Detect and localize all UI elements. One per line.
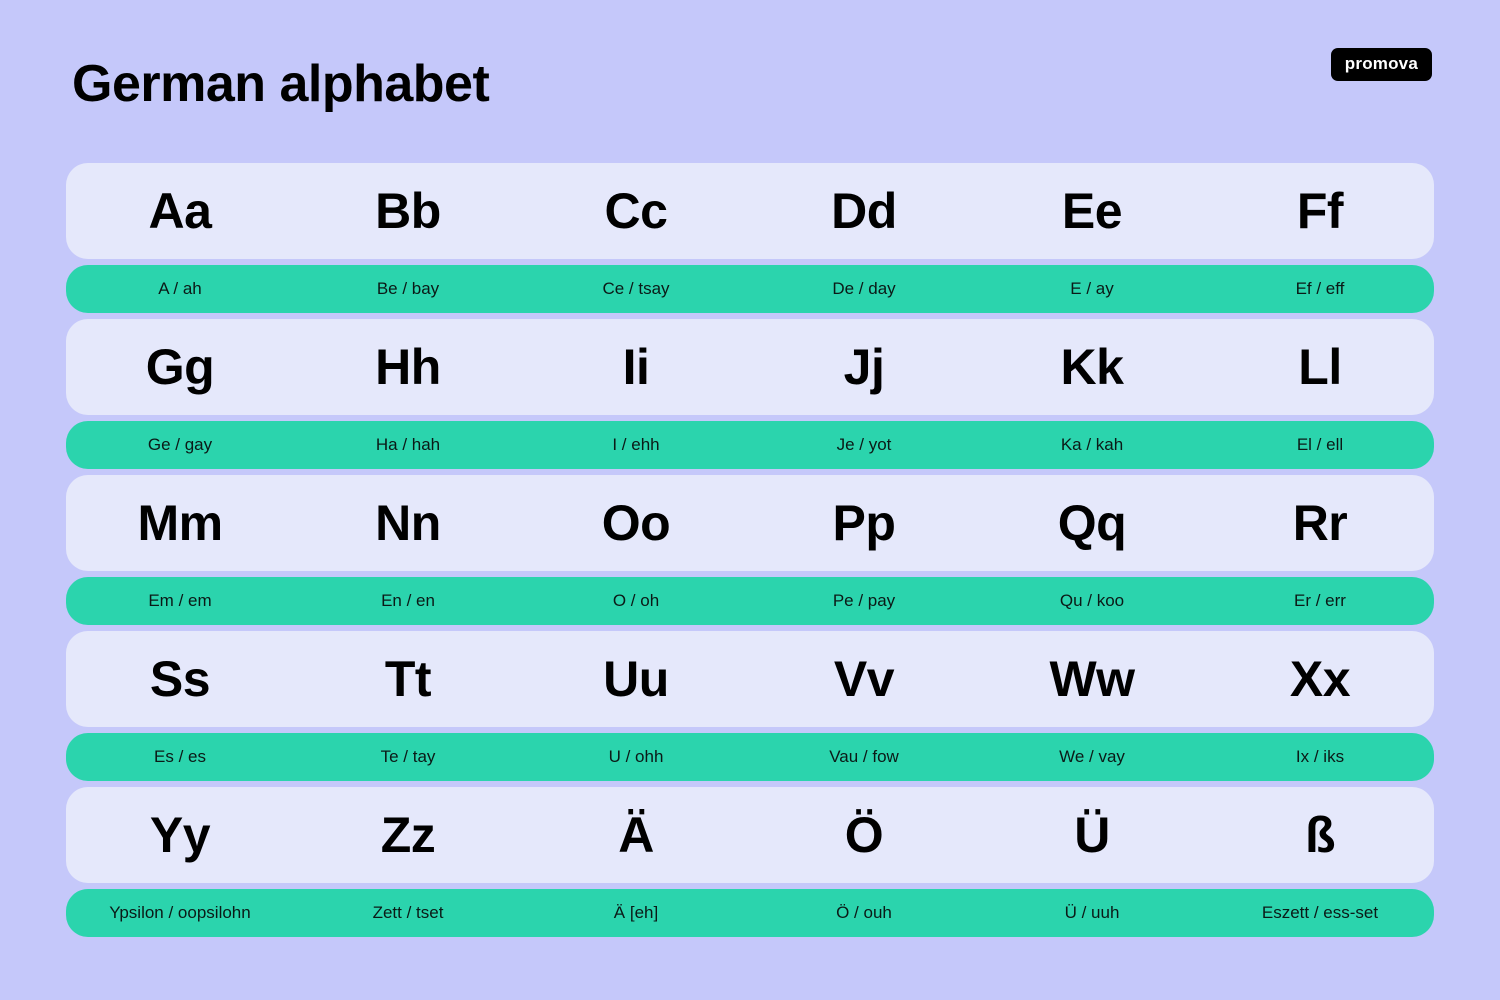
letter-label: ß [1304,807,1336,863]
letter-cell [750,494,978,552]
sound-label: Te / tay [380,747,436,766]
sound-label: El / ell [1296,435,1344,454]
sound-label: Em / em [148,591,212,610]
sound-cell [750,279,978,299]
letter-label: Ü [1074,807,1110,863]
letter-cell [978,182,1206,240]
sound-label: O / oh [612,591,660,610]
letter-cell [750,806,978,864]
sound-label: Ka / kah [1060,435,1124,454]
letter-label: Jj [843,339,885,395]
letter-cell [522,182,750,240]
sound-cell [294,591,522,611]
sound-label: Ha / hah [375,435,441,454]
sound-cell [66,435,294,455]
letter-cell [66,806,294,864]
letter-cell [978,806,1206,864]
letter-cell [294,494,522,552]
letter-cell [978,494,1206,552]
sound-cell [294,435,522,455]
sound-cell [978,903,1206,923]
letter-label: Ö [844,807,884,863]
letters-row [66,787,1434,883]
letter-label: Nn [375,495,441,551]
letter-cell [66,494,294,552]
sound-label: Qu / koo [1059,591,1125,610]
letter-label: Pp [832,495,896,551]
sound-cell [750,903,978,923]
sound-label: Zett / tset [372,903,444,922]
letter-cell [750,338,978,396]
sound-cell [66,747,294,767]
sound-label: Eszett / ess-set [1261,903,1379,922]
sound-cell [750,747,978,767]
letter-cell [978,338,1206,396]
letter-label: Ä [618,807,654,863]
sound-label: A / ah [158,279,202,298]
letter-label: Cc [604,183,668,239]
sound-label: Ce / tsay [602,279,670,298]
sound-cell [1206,279,1434,299]
sound-cell [978,591,1206,611]
sound-label: En / en [381,591,435,610]
sound-cell [66,279,294,299]
letter-cell [294,338,522,396]
letter-label: Dd [831,183,897,239]
letter-label: Hh [375,339,441,395]
letter-cell [1206,494,1434,552]
sound-cell [522,747,750,767]
sound-cell [294,747,522,767]
letter-cell [294,806,522,864]
letter-label: Ii [622,339,650,395]
sound-cell [1206,903,1434,923]
letter-label: Ee [1061,183,1123,239]
sound-label: De / day [832,279,896,298]
sound-cell [522,591,750,611]
sound-label: Ef / eff [1295,279,1345,298]
letter-cell [294,182,522,240]
sound-cell [294,903,522,923]
letter-cell [66,650,294,708]
letter-label: Qq [1057,495,1127,551]
sound-label: Ypsilon / oopsilohn [109,903,251,922]
letter-cell [1206,650,1434,708]
sound-label: Er / err [1294,591,1346,610]
sound-label: Ä [eh] [613,903,659,922]
letter-label: Ww [1049,651,1135,707]
sound-label: Ü / uuh [1064,903,1120,922]
alphabet-table [66,163,1434,943]
sounds-row [66,889,1434,937]
sound-cell [522,279,750,299]
sounds-row [66,733,1434,781]
letter-cell [1206,338,1434,396]
sound-cell [1206,435,1434,455]
sound-cell [294,279,522,299]
letter-cell [978,650,1206,708]
letter-label: Ll [1298,339,1342,395]
letter-label: Vv [833,651,895,707]
letter-cell [294,650,522,708]
sound-cell [978,279,1206,299]
letter-cell [66,182,294,240]
sound-cell [522,903,750,923]
letter-label: Xx [1289,651,1351,707]
sound-label: U / ohh [608,747,664,766]
sound-cell [1206,591,1434,611]
sound-label: Ix / iks [1295,747,1345,766]
letter-cell [750,650,978,708]
letter-cell [66,338,294,396]
sound-label: Be / bay [376,279,440,298]
sound-label: Pe / pay [832,591,896,610]
letter-label: Aa [148,183,212,239]
sounds-row [66,577,1434,625]
sound-label: E / ay [1070,279,1114,298]
sound-cell [978,435,1206,455]
sound-label: We / vay [1059,747,1125,766]
letter-label: Rr [1292,495,1348,551]
sound-cell [66,903,294,923]
letter-label: Yy [149,807,211,863]
letter-label: Zz [380,807,436,863]
sounds-row [66,265,1434,313]
letters-row [66,475,1434,571]
letter-label: Tt [384,651,432,707]
sound-cell [522,435,750,455]
sound-label: Vau / fow [829,747,899,766]
letter-cell [750,182,978,240]
promova-logo: promova [1331,48,1432,81]
letter-label: Ss [149,651,211,707]
sound-label: Ge / gay [147,435,213,454]
letters-row [66,163,1434,259]
sound-cell [66,591,294,611]
sound-cell [750,591,978,611]
sound-label: Je / yot [836,435,892,454]
letter-label: Gg [145,339,215,395]
sound-label: Es / es [154,747,206,766]
letter-label: Mm [137,495,223,551]
page-title: German alphabet [72,55,490,113]
letter-label: Kk [1060,339,1124,395]
letters-row [66,631,1434,727]
sound-cell [750,435,978,455]
sound-cell [978,747,1206,767]
sounds-row [66,421,1434,469]
letters-row [66,319,1434,415]
sound-cell [1206,747,1434,767]
letter-label: Bb [375,183,441,239]
letter-cell [1206,182,1434,240]
letter-cell [1206,806,1434,864]
sound-label: I / ehh [612,435,660,454]
letter-cell [522,338,750,396]
letter-label: Uu [603,651,669,707]
letter-label: Ff [1296,183,1344,239]
letter-cell [522,494,750,552]
letter-cell [522,806,750,864]
letter-label: Oo [601,495,671,551]
letter-cell [522,650,750,708]
sound-label: Ö / ouh [836,903,892,922]
